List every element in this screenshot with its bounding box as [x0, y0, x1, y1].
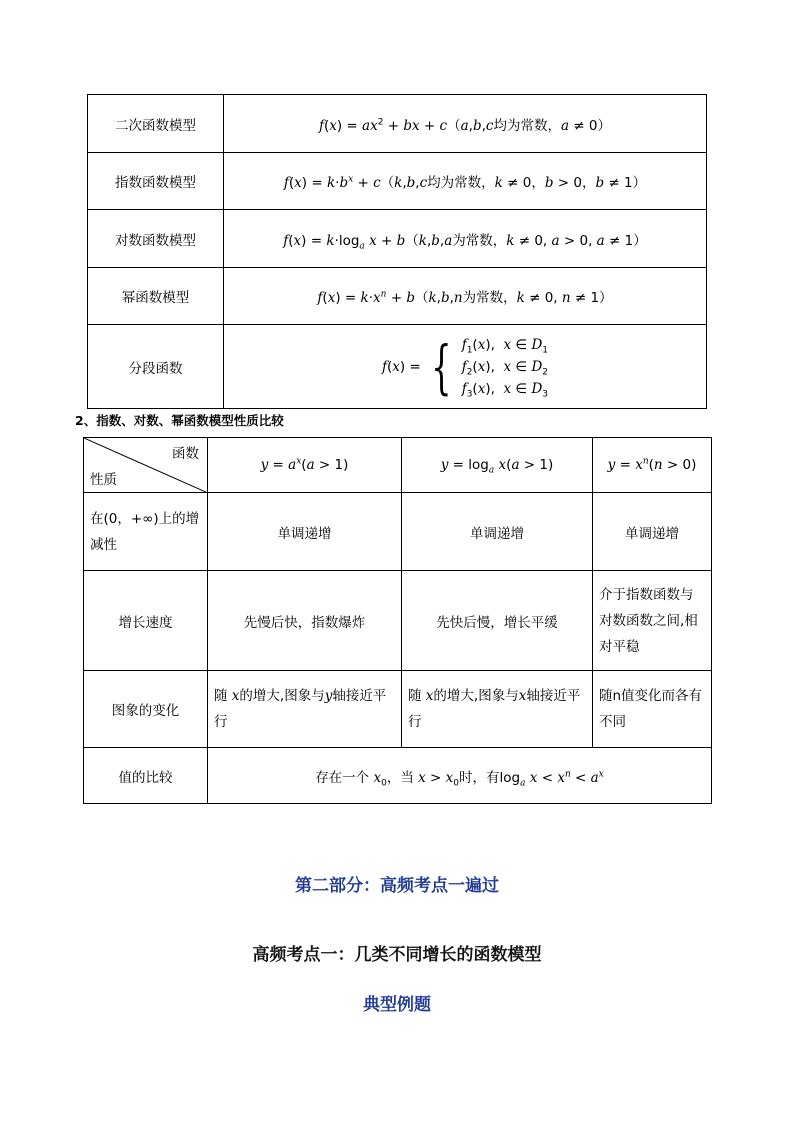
- graph-logarithmic-cell: 随 x的增大,图象与x轴接近平行: [402, 671, 593, 748]
- formula-logarithmic: $f(x) = k\cdot\log_a$ x + b（k,b,a为常数，k ≠ 0, a > 0, a ≠ 1）: [224, 210, 707, 268]
- examples-heading: 典型例题: [363, 995, 431, 1015]
- table-row: [84, 571, 712, 671]
- table-row: [88, 325, 707, 409]
- formula-piecewise: f ( x ) = { $f_1(x)$, x ∈ $D_1$ $f_2(x)$, x ∈ $D_2$ $f_3(x)$, x ∈ $D_3$: [224, 325, 707, 409]
- row-label: 分段函数: [88, 325, 224, 409]
- header-bottom-label: 性质: [90, 472, 117, 488]
- table-row: [88, 268, 707, 325]
- table-row: [84, 493, 712, 571]
- topic-heading: 高频考点一：几类不同增长的函数模型: [252, 945, 542, 965]
- row-label: 二次函数模型: [88, 95, 224, 153]
- table-cell: 单调递增: [208, 493, 402, 571]
- table-row: [88, 95, 707, 153]
- table-row: [88, 210, 707, 268]
- row-label: 在(0，+∞)上的增减性: [84, 493, 208, 571]
- table-cell: 单调递增: [402, 493, 593, 571]
- table-cell: 介于指数函数与对数函数之间,相对平稳: [593, 571, 712, 671]
- diagonal-header-cell: [84, 438, 208, 493]
- formula-power: $f(x) = k\cdot x^n + b(k,b,n$为常数，k ≠ 0, n ≠ 1）: [224, 268, 707, 325]
- table-header-row: [84, 438, 712, 493]
- row-label: 幂函数模型: [88, 268, 224, 325]
- part-heading: 第二部分：高频考点一遍过: [295, 876, 499, 896]
- function-models-table: [87, 94, 707, 409]
- value-comparison-cell: 存在一个 $x_0$，当 $x > x_0$时，有$\log_a x < x^n < a^x$: [208, 748, 712, 804]
- formula-exponential: $f(x) = k\cdot b^x + c(k,b,c$均为常数，k ≠ 0，b > 0，b ≠ 1）: [224, 153, 707, 210]
- section-title: 2、指数、对数、幂函数模型性质比较: [75, 413, 284, 428]
- header-top-label: 函数: [172, 446, 199, 462]
- row-label: 指数函数模型: [88, 153, 224, 210]
- comparison-table: [83, 437, 712, 804]
- header-logarithmic: $y = \log_a x(a > 1)$: [402, 438, 593, 493]
- table-row: [88, 153, 707, 210]
- row-label: 对数函数模型: [88, 210, 224, 268]
- table-cell: 随n值变化而各有不同: [593, 671, 712, 748]
- graph-exponential-cell: 随 x的增大,图象与y轴接近平行: [208, 671, 402, 748]
- table-row: [84, 748, 712, 804]
- row-label: 值的比较: [84, 748, 208, 804]
- table-row: [84, 671, 712, 748]
- header-exponential: $y = a^x(a > 1)$: [208, 438, 402, 493]
- row-label: 图象的变化: [84, 671, 208, 748]
- table-cell: 先快后慢，增长平缓: [402, 571, 593, 671]
- table-cell: 先慢后快，指数爆炸: [208, 571, 402, 671]
- table-cell: 单调递增: [593, 493, 712, 571]
- formula-quadratic: $f(x) = ax^2$ + bx + c（a,b,c均为常数，a ≠ 0）: [224, 95, 707, 153]
- header-power: $y = x^n(n > 0)$: [593, 438, 712, 493]
- row-label: 增长速度: [84, 571, 208, 671]
